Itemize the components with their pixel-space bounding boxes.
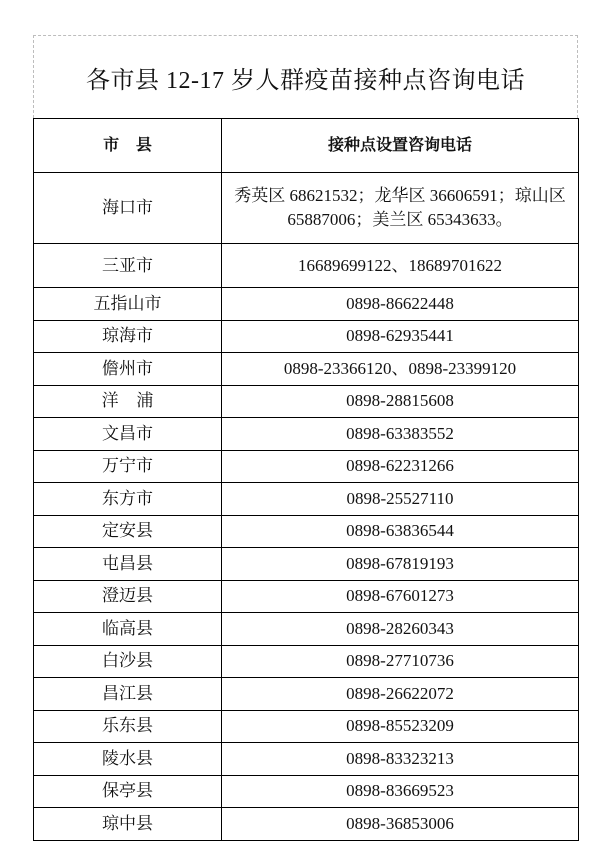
phone-cell: 0898-86622448	[222, 288, 579, 321]
table-row	[34, 548, 579, 581]
table-row	[34, 353, 579, 386]
county-cell: 白沙县	[34, 645, 222, 678]
phone-cell: 0898-28815608	[222, 385, 579, 418]
table-row	[34, 173, 579, 244]
county-cell: 乐东县	[34, 710, 222, 743]
county-cell: 海口市	[34, 173, 222, 244]
table-row	[34, 613, 579, 646]
county-cell: 保亭县	[34, 775, 222, 808]
phone-cell: 0898-23366120、0898-23399120	[222, 353, 579, 386]
county-cell: 定安县	[34, 515, 222, 548]
county-cell: 陵水县	[34, 743, 222, 776]
phone-cell: 秀英区 68621532；龙华区 36606591；琼山区 65887006；美兰区 65343633。	[222, 173, 579, 244]
table-row	[34, 320, 579, 353]
phone-cell: 0898-62935441	[222, 320, 579, 353]
phone-cell: 0898-28260343	[222, 613, 579, 646]
county-cell: 临高县	[34, 613, 222, 646]
phone-cell: 0898-25527110	[222, 483, 579, 516]
phone-cell: 0898-36853006	[222, 808, 579, 841]
phone-cell: 0898-26622072	[222, 678, 579, 711]
table-row	[34, 483, 579, 516]
table-row	[34, 678, 579, 711]
title-box	[33, 35, 578, 118]
county-cell: 三亚市	[34, 244, 222, 288]
page-title: 各市县 12-17 岁人群疫苗接种点咨询电话	[86, 67, 525, 94]
phone-cell: 0898-63836544	[222, 515, 579, 548]
table-header-row	[34, 119, 579, 173]
county-cell: 儋州市	[34, 353, 222, 386]
county-cell: 澄迈县	[34, 580, 222, 613]
phone-cell: 0898-85523209	[222, 710, 579, 743]
table-row	[34, 515, 579, 548]
document-sheet	[33, 35, 578, 841]
header-county: 市 县	[34, 119, 222, 173]
county-cell: 屯昌县	[34, 548, 222, 581]
table-row	[34, 385, 579, 418]
phone-cell: 16689699122、18689701622	[222, 244, 579, 288]
table-row	[34, 450, 579, 483]
table-row	[34, 418, 579, 451]
phone-cell: 0898-67819193	[222, 548, 579, 581]
phone-cell: 0898-67601273	[222, 580, 579, 613]
county-cell: 万宁市	[34, 450, 222, 483]
table-row	[34, 580, 579, 613]
phone-cell: 0898-83323213	[222, 743, 579, 776]
county-cell: 五指山市	[34, 288, 222, 321]
phone-cell: 0898-62231266	[222, 450, 579, 483]
header-phone: 接种点设置咨询电话	[222, 119, 579, 173]
table-row	[34, 288, 579, 321]
county-cell: 东方市	[34, 483, 222, 516]
table-row	[34, 244, 579, 288]
county-cell: 洋 浦	[34, 385, 222, 418]
county-cell: 琼中县	[34, 808, 222, 841]
phone-cell: 0898-83669523	[222, 775, 579, 808]
phone-cell: 0898-63383552	[222, 418, 579, 451]
phone-table	[33, 118, 579, 841]
table-row	[34, 710, 579, 743]
table-row	[34, 775, 579, 808]
table-row	[34, 808, 579, 841]
county-cell: 文昌市	[34, 418, 222, 451]
table-row	[34, 645, 579, 678]
county-cell: 昌江县	[34, 678, 222, 711]
phone-cell: 0898-27710736	[222, 645, 579, 678]
table-row	[34, 743, 579, 776]
county-cell: 琼海市	[34, 320, 222, 353]
